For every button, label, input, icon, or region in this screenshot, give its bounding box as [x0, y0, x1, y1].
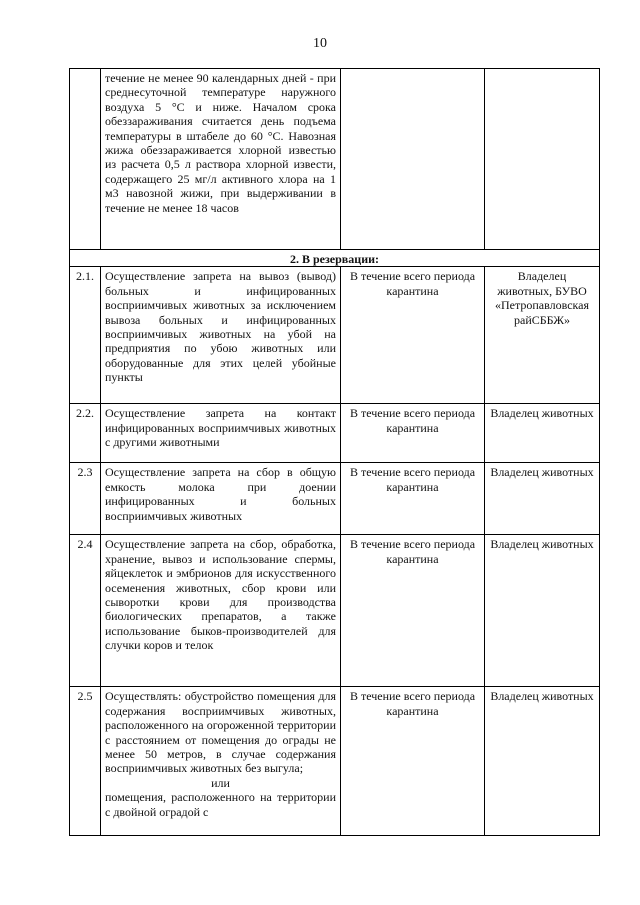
continuation-text: течение не менее 90 календарных дней - при среднесуточной температуре наружного воздуха 5 °С и ниже. Началом срока обеззараживания считается день подъема температуры в штабеле до 60 °С. Навозная жижа обеззараживается хлорной известью из расчета 0,5 л раствора хлорной извести, содержащего 25 мг/л активного хлора на 1 м3 навозной жижи, при выдерживании в течение не менее 18 часов — [101, 69, 341, 250]
measure-description: Осуществление запрета на сбор, обработка, хранение, вывоз и использование спермы, яйцеклеток и эмбрионов для искусственного осеменения животных, сбор крови или сыворотки крови для производства биологических препаратов, а также использование быков-производителей для случки коров и телок — [101, 535, 341, 687]
row-number: 2.1. — [70, 267, 101, 404]
row-number: 2.3 — [70, 463, 101, 535]
measure-term: В течение всего периода карантина — [341, 535, 485, 687]
row-number: 2.5 — [70, 687, 101, 836]
measure-description: Осуществление запрета на сбор в общую емкость молока при доении инфицированных и больных восприимчивых животных — [101, 463, 341, 535]
measure-term: В течение всего периода карантина — [341, 267, 485, 404]
measure-description-tail: помещения, расположенного на территории с двойной оградой с — [105, 790, 336, 819]
table-row — [70, 687, 600, 836]
table-row — [70, 267, 600, 404]
measure-description: Осуществление запрета на контакт инфицированных восприимчивых животных с другими животными — [101, 404, 341, 463]
measures-table — [69, 68, 600, 836]
measure-description — [101, 687, 341, 836]
measure-description-or: или — [211, 775, 230, 790]
row-number: 2.4 — [70, 535, 101, 687]
measure-description: Осуществление запрета на вывоз (вывод) больных и инфицированных восприимчивых животных за исключением вывоза больных и инфицированных восприимчивых животных на убой на предприятия по убою животных или оборудованные для этих целей убойные пункты — [101, 267, 341, 404]
table-row — [70, 463, 600, 535]
measure-description-main: Осуществлять: обустройство помещения для содержания восприимчивых животных, расположенного на огороженной территории с расстоянием от помещения до ограды не менее 50 метров, в случае содержания восприимчивых животных без выгула; — [105, 689, 336, 776]
measure-term: В течение всего периода карантина — [341, 404, 485, 463]
measure-term: В течение всего периода карантина — [341, 463, 485, 535]
measure-responsible: Владелец животных, БУВО «Петропавловская райСББЖ» — [485, 267, 600, 404]
row-number-cell — [70, 69, 101, 250]
responsible-cell — [485, 69, 600, 250]
term-cell — [341, 69, 485, 250]
table-row-continuation — [70, 69, 600, 250]
table-row — [70, 535, 600, 687]
table-row — [70, 404, 600, 463]
row-number: 2.2. — [70, 404, 101, 463]
measure-responsible: Владелец животных — [485, 463, 600, 535]
measure-responsible: Владелец животных — [485, 535, 600, 687]
measure-responsible: Владелец животных — [485, 687, 600, 836]
measure-responsible: Владелец животных — [485, 404, 600, 463]
section-header-row — [70, 250, 600, 267]
section-title: 2. В резервации: — [70, 250, 600, 267]
measure-term: В течение всего периода карантина — [341, 687, 485, 836]
page-number: 10 — [313, 36, 327, 51]
